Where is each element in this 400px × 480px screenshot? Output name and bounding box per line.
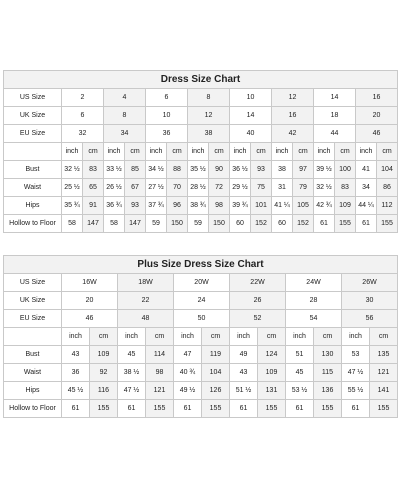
hollow-cm-cell: 155 (335, 215, 356, 233)
hollow-label: Hollow to Floor (4, 400, 62, 418)
unit-inch-header: inch (342, 328, 370, 346)
us-size-cell: 10 (230, 89, 272, 107)
bust-inch-cell: 45 (118, 346, 146, 364)
eu-size-cell: 40 (230, 125, 272, 143)
hips-cm-cell: 96 (167, 197, 188, 215)
unit-inch-header: inch (272, 143, 293, 161)
bust-cm-cell: 90 (209, 161, 230, 179)
uk-size-cell: 6 (62, 107, 104, 125)
hollow-row (4, 400, 398, 418)
bust-cm-cell: 85 (125, 161, 146, 179)
eu-size-row (4, 125, 398, 143)
unit-inch-header: inch (230, 328, 258, 346)
waist-cm-cell: 115 (314, 364, 342, 382)
bust-inch-cell: 38 (272, 161, 293, 179)
title-row (4, 71, 398, 89)
bust-cm-cell: 88 (167, 161, 188, 179)
uk-size-cell: 20 (356, 107, 398, 125)
dress-size-chart (3, 70, 398, 233)
unit-cm-header: cm (125, 143, 146, 161)
unit-cm-header: cm (83, 143, 104, 161)
unit-row (4, 328, 398, 346)
bust-inch-cell: 53 (342, 346, 370, 364)
unit-inch-header: inch (230, 143, 251, 161)
waist-row (4, 179, 398, 197)
bust-cm-cell: 104 (377, 161, 398, 179)
unit-inch-header: inch (62, 143, 83, 161)
waist-cm-cell: 104 (202, 364, 230, 382)
hollow-label: Hollow to Floor (4, 215, 62, 233)
hollow-inch-cell: 61 (342, 400, 370, 418)
eu-size-cell: 38 (188, 125, 230, 143)
bust-inch-cell: 35 ½ (188, 161, 209, 179)
hollow-inch-cell: 59 (146, 215, 167, 233)
eu-size-cell: 46 (356, 125, 398, 143)
uk-size-cell: 28 (286, 292, 342, 310)
eu-size-cell: 36 (146, 125, 188, 143)
uk-size-cell: 10 (146, 107, 188, 125)
uk-size-cell: 16 (272, 107, 314, 125)
hips-inch-cell: 51 ½ (230, 382, 258, 400)
uk-size-cell: 12 (188, 107, 230, 125)
unit-row (4, 143, 398, 161)
waist-inch-cell: 32 ½ (314, 179, 335, 197)
bust-row (4, 346, 398, 364)
us-size-cell: 8 (188, 89, 230, 107)
uk-size-cell: 18 (314, 107, 356, 125)
waist-cm-cell: 121 (370, 364, 398, 382)
hips-inch-cell: 38 ¾ (188, 197, 209, 215)
us-size-label: US Size (4, 89, 62, 107)
eu-size-cell: 50 (174, 310, 230, 328)
bust-cm-cell: 97 (293, 161, 314, 179)
hips-cm-cell: 101 (251, 197, 272, 215)
hips-inch-cell: 36 ¾ (104, 197, 125, 215)
us-size-cell: 22W (230, 274, 286, 292)
hips-cm-cell: 109 (335, 197, 356, 215)
waist-inch-cell: 43 (230, 364, 258, 382)
eu-size-cell: 34 (104, 125, 146, 143)
eu-size-label: EU Size (4, 125, 62, 143)
uk-size-cell: 8 (104, 107, 146, 125)
unit-inch-header: inch (174, 328, 202, 346)
bust-inch-cell: 34 ½ (146, 161, 167, 179)
hollow-inch-cell: 60 (272, 215, 293, 233)
waist-cm-cell: 75 (251, 179, 272, 197)
us-size-label: US Size (4, 274, 62, 292)
hips-cm-cell: 136 (314, 382, 342, 400)
waist-inch-cell: 38 ½ (118, 364, 146, 382)
waist-cm-cell: 65 (83, 179, 104, 197)
waist-cm-cell: 72 (209, 179, 230, 197)
hollow-inch-cell: 61 (356, 215, 377, 233)
bust-inch-cell: 41 (356, 161, 377, 179)
uk-size-cell: 24 (174, 292, 230, 310)
hips-inch-cell: 55 ½ (342, 382, 370, 400)
waist-inch-cell: 29 ½ (230, 179, 251, 197)
waist-cm-cell: 67 (125, 179, 146, 197)
bust-label: Bust (4, 161, 62, 179)
waist-cm-cell: 83 (335, 179, 356, 197)
hips-cm-cell: 105 (293, 197, 314, 215)
unit-cm-header: cm (335, 143, 356, 161)
hips-cm-cell: 121 (146, 382, 174, 400)
title-row (4, 256, 398, 274)
uk-size-cell: 20 (62, 292, 118, 310)
bust-cm-cell: 135 (370, 346, 398, 364)
waist-cm-cell: 92 (90, 364, 118, 382)
hips-row (4, 382, 398, 400)
unit-inch-header: inch (286, 328, 314, 346)
hollow-inch-cell: 59 (188, 215, 209, 233)
waist-inch-cell: 31 (272, 179, 293, 197)
bust-cm-cell: 93 (251, 161, 272, 179)
hollow-inch-cell: 58 (104, 215, 125, 233)
uk-size-cell: 26 (230, 292, 286, 310)
us-size-cell: 18W (118, 274, 174, 292)
bust-inch-cell: 32 ½ (62, 161, 83, 179)
unit-row-blank (4, 328, 62, 346)
unit-cm-header: cm (293, 143, 314, 161)
eu-size-cell: 54 (286, 310, 342, 328)
waist-inch-cell: 47 ½ (342, 364, 370, 382)
bust-row (4, 161, 398, 179)
waist-inch-cell: 26 ½ (104, 179, 125, 197)
hips-row (4, 197, 398, 215)
hips-cm-cell: 131 (258, 382, 286, 400)
waist-inch-cell: 45 (286, 364, 314, 382)
bust-inch-cell: 36 ½ (230, 161, 251, 179)
eu-size-cell: 46 (62, 310, 118, 328)
eu-size-cell: 32 (62, 125, 104, 143)
hollow-inch-cell: 61 (62, 400, 90, 418)
hips-cm-cell: 93 (125, 197, 146, 215)
waist-label: Waist (4, 364, 62, 382)
hollow-inch-cell: 61 (118, 400, 146, 418)
waist-cm-cell: 86 (377, 179, 398, 197)
waist-inch-cell: 25 ½ (62, 179, 83, 197)
waist-inch-cell: 27 ½ (146, 179, 167, 197)
eu-size-row (4, 310, 398, 328)
waist-cm-cell: 109 (258, 364, 286, 382)
chart-title: Plus Size Dress Size Chart (4, 256, 398, 274)
hollow-cm-cell: 152 (293, 215, 314, 233)
hips-cm-cell: 141 (370, 382, 398, 400)
eu-size-cell: 44 (314, 125, 356, 143)
us-size-cell: 24W (286, 274, 342, 292)
bust-cm-cell: 100 (335, 161, 356, 179)
us-size-cell: 12 (272, 89, 314, 107)
hips-inch-cell: 39 ¾ (230, 197, 251, 215)
hollow-cm-cell: 155 (202, 400, 230, 418)
us-size-cell: 16W (62, 274, 118, 292)
hips-cm-cell: 126 (202, 382, 230, 400)
unit-inch-header: inch (188, 143, 209, 161)
uk-size-cell: 22 (118, 292, 174, 310)
hips-cm-cell: 91 (83, 197, 104, 215)
bust-cm-cell: 114 (146, 346, 174, 364)
unit-inch-header: inch (146, 143, 167, 161)
waist-inch-cell: 28 ½ (188, 179, 209, 197)
hips-cm-cell: 98 (209, 197, 230, 215)
uk-size-row (4, 292, 398, 310)
hips-inch-cell: 47 ½ (118, 382, 146, 400)
unit-cm-header: cm (146, 328, 174, 346)
unit-cm-header: cm (167, 143, 188, 161)
unit-inch-header: inch (118, 328, 146, 346)
eu-size-cell: 48 (118, 310, 174, 328)
hollow-cm-cell: 155 (377, 215, 398, 233)
hollow-cm-cell: 150 (209, 215, 230, 233)
uk-size-label: UK Size (4, 107, 62, 125)
hollow-cm-cell: 155 (314, 400, 342, 418)
unit-inch-header: inch (62, 328, 90, 346)
bust-inch-cell: 49 (230, 346, 258, 364)
hollow-cm-cell: 152 (251, 215, 272, 233)
us-size-cell: 14 (314, 89, 356, 107)
unit-cm-header: cm (370, 328, 398, 346)
waist-label: Waist (4, 179, 62, 197)
bust-cm-cell: 119 (202, 346, 230, 364)
hollow-row (4, 215, 398, 233)
unit-cm-header: cm (90, 328, 118, 346)
hollow-cm-cell: 147 (125, 215, 146, 233)
bust-cm-cell: 83 (83, 161, 104, 179)
hollow-cm-cell: 155 (370, 400, 398, 418)
unit-inch-header: inch (314, 143, 335, 161)
unit-row-blank (4, 143, 62, 161)
bust-inch-cell: 39 ½ (314, 161, 335, 179)
unit-cm-header: cm (258, 328, 286, 346)
hips-inch-cell: 44 ¼ (356, 197, 377, 215)
hips-label: Hips (4, 197, 62, 215)
hips-inch-cell: 45 ½ (62, 382, 90, 400)
hips-inch-cell: 42 ¾ (314, 197, 335, 215)
hollow-cm-cell: 155 (258, 400, 286, 418)
uk-size-label: UK Size (4, 292, 62, 310)
us-size-cell: 20W (174, 274, 230, 292)
hollow-cm-cell: 155 (146, 400, 174, 418)
bust-inch-cell: 33 ½ (104, 161, 125, 179)
waist-cm-cell: 98 (146, 364, 174, 382)
unit-cm-header: cm (202, 328, 230, 346)
hips-inch-cell: 53 ½ (286, 382, 314, 400)
hollow-inch-cell: 60 (230, 215, 251, 233)
unit-cm-header: cm (251, 143, 272, 161)
hips-cm-cell: 112 (377, 197, 398, 215)
eu-size-cell: 56 (342, 310, 398, 328)
plus-size-dress-size-chart (3, 255, 398, 418)
bust-label: Bust (4, 346, 62, 364)
waist-inch-cell: 34 (356, 179, 377, 197)
eu-size-cell: 52 (230, 310, 286, 328)
hips-cm-cell: 116 (90, 382, 118, 400)
hips-inch-cell: 41 ¼ (272, 197, 293, 215)
hollow-cm-cell: 155 (90, 400, 118, 418)
unit-cm-header: cm (314, 328, 342, 346)
eu-size-cell: 42 (272, 125, 314, 143)
us-size-row (4, 89, 398, 107)
uk-size-row (4, 107, 398, 125)
us-size-cell: 2 (62, 89, 104, 107)
bust-inch-cell: 51 (286, 346, 314, 364)
hips-inch-cell: 35 ¾ (62, 197, 83, 215)
hollow-inch-cell: 61 (314, 215, 335, 233)
hollow-cm-cell: 147 (83, 215, 104, 233)
chart-title: Dress Size Chart (4, 71, 398, 89)
unit-inch-header: inch (356, 143, 377, 161)
unit-inch-header: inch (104, 143, 125, 161)
waist-cm-cell: 79 (293, 179, 314, 197)
waist-row (4, 364, 398, 382)
waist-inch-cell: 36 (62, 364, 90, 382)
us-size-cell: 26W (342, 274, 398, 292)
hollow-inch-cell: 58 (62, 215, 83, 233)
hollow-inch-cell: 61 (286, 400, 314, 418)
hips-inch-cell: 49 ½ (174, 382, 202, 400)
bust-cm-cell: 109 (90, 346, 118, 364)
us-size-cell: 6 (146, 89, 188, 107)
uk-size-cell: 30 (342, 292, 398, 310)
us-size-cell: 16 (356, 89, 398, 107)
us-size-row (4, 274, 398, 292)
bust-cm-cell: 130 (314, 346, 342, 364)
hips-label: Hips (4, 382, 62, 400)
waist-inch-cell: 40 ¾ (174, 364, 202, 382)
hollow-inch-cell: 61 (230, 400, 258, 418)
bust-inch-cell: 47 (174, 346, 202, 364)
hollow-inch-cell: 61 (174, 400, 202, 418)
bust-inch-cell: 43 (62, 346, 90, 364)
bust-cm-cell: 124 (258, 346, 286, 364)
us-size-cell: 4 (104, 89, 146, 107)
unit-cm-header: cm (209, 143, 230, 161)
waist-cm-cell: 70 (167, 179, 188, 197)
hollow-cm-cell: 150 (167, 215, 188, 233)
eu-size-label: EU Size (4, 310, 62, 328)
uk-size-cell: 14 (230, 107, 272, 125)
unit-cm-header: cm (377, 143, 398, 161)
hips-inch-cell: 37 ¾ (146, 197, 167, 215)
